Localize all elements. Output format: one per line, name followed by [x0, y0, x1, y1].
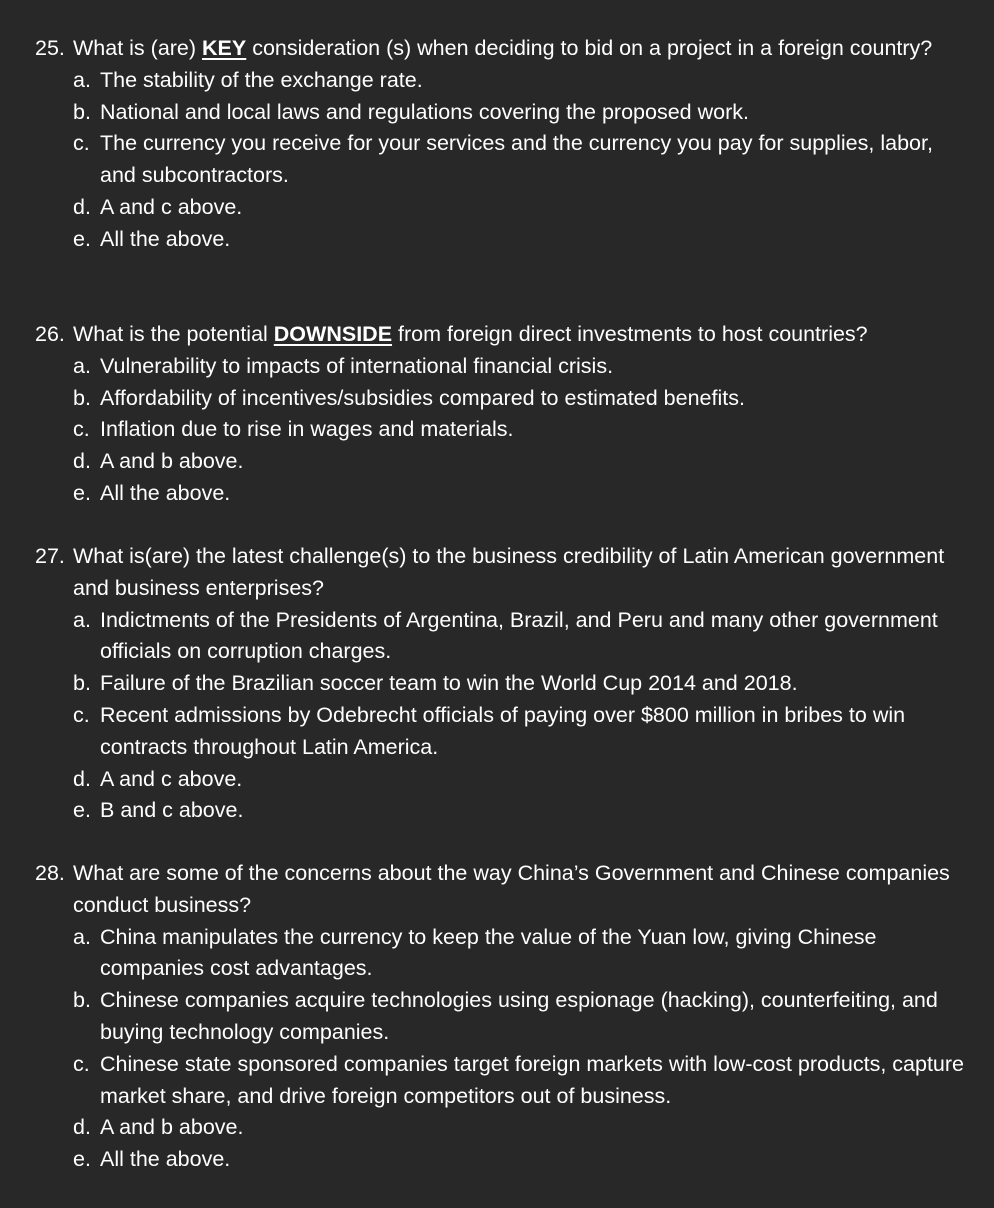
option-a: [35, 65, 974, 97]
option-letter: a.: [73, 353, 91, 378]
question-stem: [35, 319, 974, 351]
option-letter: c.: [73, 1051, 90, 1076]
answer-options: [35, 65, 974, 256]
option-b: [35, 383, 974, 415]
option-letter: a.: [73, 67, 91, 92]
option-letter: d.: [73, 766, 91, 791]
option-e: [35, 224, 974, 256]
question-stem: [35, 858, 974, 922]
option-text: All the above.: [100, 1147, 231, 1172]
option-text: Affordability of incentives/subsidies compared to estimated benefits.: [100, 385, 745, 410]
answer-options: [35, 605, 974, 828]
option-letter: d.: [73, 194, 91, 219]
option-text: All the above.: [100, 226, 231, 251]
option-e: [35, 795, 974, 827]
answer-options: [35, 351, 974, 510]
question-number: 26.: [35, 322, 65, 346]
option-letter: d.: [73, 1115, 91, 1140]
option-d: [35, 192, 974, 224]
question-stem: [35, 33, 974, 65]
option-text: B and c above.: [100, 798, 244, 823]
option-a: [35, 351, 974, 383]
option-c: [35, 414, 974, 446]
answer-options: [35, 922, 974, 1176]
option-text: Chinese state sponsored companies target foreign markets with low-cost products, capture market share, and drive foreign competitors out of business.: [100, 1051, 965, 1108]
option-letter: c.: [73, 417, 90, 442]
option-d: [35, 1112, 974, 1144]
question-suffix: from foreign direct investments to host countries?: [392, 322, 868, 346]
option-letter: b.: [73, 99, 91, 124]
key-term: KEY: [202, 36, 247, 60]
question-suffix: consideration (s) when deciding to bid on a project in a foreign country?: [246, 36, 933, 60]
option-text: Indictments of the Presidents of Argentina, Brazil, and Peru and many other government officials on corruption charges.: [100, 607, 938, 664]
question-28: [35, 858, 974, 1176]
question-number: 27.: [35, 544, 65, 568]
option-d: [35, 446, 974, 478]
option-letter: b.: [73, 988, 91, 1013]
question-prefix: What is (are): [73, 36, 203, 60]
option-letter: e.: [73, 1147, 91, 1172]
option-b: [35, 668, 974, 700]
option-a: [35, 605, 974, 669]
question-text: [73, 33, 974, 65]
option-text: Chinese companies acquire technologies using espionage (hacking), counterfeiting, and buying technology companies.: [100, 988, 938, 1044]
option-b: [35, 985, 974, 1049]
option-text: The stability of the exchange rate.: [100, 67, 423, 92]
question-text: [73, 541, 974, 605]
option-text: All the above.: [100, 480, 231, 505]
question-number: 28.: [35, 861, 65, 885]
key-term: DOWNSIDE: [273, 322, 393, 346]
question-number: 25.: [35, 36, 65, 60]
option-letter: e.: [73, 480, 91, 505]
option-text: Inflation due to rise in wages and materials.: [100, 417, 514, 442]
question-stem: [35, 541, 974, 605]
option-text: The currency you receive for your services and the currency you pay for supplies, labor, and subcontractors.: [100, 131, 933, 188]
option-text: A and b above.: [100, 1115, 244, 1140]
option-text: Failure of the Brazilian soccer team to win the World Cup 2014 and 2018.: [100, 671, 798, 696]
option-text: A and c above.: [100, 766, 243, 791]
option-letter: e.: [73, 798, 91, 823]
question-25: [35, 33, 974, 256]
question-prefix: What is(are) the latest challenge(s) to the business credibility of Latin American government and business enterprises?: [73, 544, 945, 600]
option-text: China manipulates the currency to keep the value of the Yuan low, giving Chinese companies cost advantages.: [100, 924, 877, 981]
question-26: [35, 319, 974, 510]
option-letter: c.: [73, 702, 90, 727]
option-c: [35, 128, 974, 192]
option-c: [35, 1049, 974, 1113]
option-c: [35, 700, 974, 764]
option-e: [35, 1144, 974, 1176]
option-text: Vulnerability to impacts of international financial crisis.: [100, 353, 614, 378]
question-27: [35, 541, 974, 827]
option-letter: a.: [73, 607, 91, 632]
option-text: A and b above.: [100, 449, 244, 474]
option-e: [35, 478, 974, 510]
option-text: National and local laws and regulations covering the proposed work.: [100, 99, 749, 124]
option-text: Recent admissions by Odebrecht officials of paying over $800 million in bribes to win contracts throughout Latin America.: [100, 702, 906, 759]
question-prefix: What are some of the concerns about the way China’s Government and Chinese companies conduct business?: [73, 861, 950, 917]
option-d: [35, 764, 974, 796]
question-text: [73, 319, 974, 351]
option-letter: b.: [73, 671, 91, 696]
option-letter: d.: [73, 449, 91, 474]
question-prefix: What is the potential: [73, 322, 274, 346]
option-b: [35, 97, 974, 129]
option-letter: a.: [73, 924, 91, 949]
option-letter: c.: [73, 131, 90, 156]
option-letter: b.: [73, 385, 91, 410]
question-text: [73, 858, 974, 922]
option-text: A and c above.: [100, 194, 243, 219]
option-letter: e.: [73, 226, 91, 251]
option-a: [35, 922, 974, 986]
